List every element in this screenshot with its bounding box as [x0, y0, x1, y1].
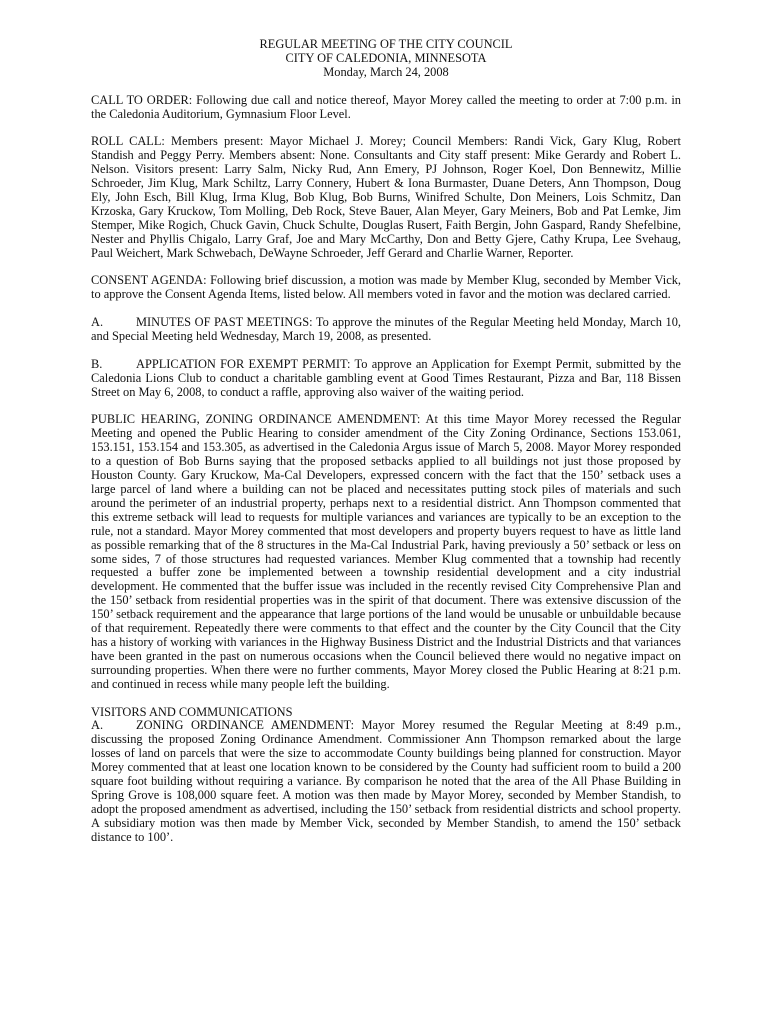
consent-item-b-text: APPLICATION FOR EXEMPT PERMIT: To approve an Application for Exempt Permit, submitted by the Caledonia Lions Club to conduct a charitable gambling event at Good Times Restaurant, Pizza and Bar, 118 Bissen Street on May 6, 2008, to conduct a raffle, approving also waiver of the waiting period.: [91, 356, 681, 399]
visitors-section: [91, 706, 681, 845]
header-date: Monday, March 24, 2008: [323, 64, 449, 79]
header-title: REGULAR MEETING OF THE CITY COUNCIL: [259, 37, 513, 51]
consent-item-a-label: A.: [91, 315, 104, 330]
visitors-item-a-text: ZONING ORDINANCE AMENDMENT: Mayor Morey resumed the Regular Meeting at 8:49 p.m., discussing the proposed Zoning Ordinance Amendment. Commissioner Ann Thompson remarked about the large losses of land on parcels that were the size to accommodate County buildings being planned for construction. Mayor Morey commented that at least one location known to be considered by the County had sufficient room to build a 200 square foot building without requiring a variance. By comparison he noted that the area of the All Phase Building in Spring Grove is 108,000 square feet. A motion was then made by Mayor Morey, seconded by Member Standish, to adopt the proposed amendment as advertised, including the 150’ setback from residential districts and school property. A subsidiary motion was then made by Member Vick, seconded by Member Standish, to amend the 150’ setback distance to 100’.: [91, 718, 681, 844]
consent-item-b: [91, 358, 681, 400]
visitors-title: VISITORS AND COMMUNICATIONS: [91, 704, 293, 719]
document-page: [91, 38, 681, 845]
consent-item-b-label: B.: [91, 356, 103, 371]
header-city: CITY OF CALEDONIA, MINNESOTA: [285, 50, 487, 65]
consent-item-a: [91, 316, 681, 344]
call-to-order-paragraph: CALL TO ORDER: Following due call and notice thereof, Mayor Morey called the meeting to order at 7:00 p.m. in the Caledonia Auditorium, Gymnasium Floor Level.: [91, 92, 681, 121]
roll-call-paragraph: ROLL CALL: Members present: Mayor Michael J. Morey; Council Members: Randi Vick, Gary Klug, Robert Standish and Peggy Perry. Members absent: None. Consultants and City staff present: Mike Gerardy and Robert L. Nelson. Visitors present: Larry Salm, Nicky Rud, Ann Emery, PJ Johnson, Roger Koel, Don Bennewitz, Millie Schroeder, Jim Klug, Mark Schiltz, Larry Connery, Hubert & Iona Burmaster, Duane Deters, Ann Thompson, Doug Ely, John Esch, Bill Klug, Irma Klug, Bob Klug, Bob Burns, Winifred Schulte, Don Meiners, Lois Schmitz, Dan Krzoska, Gary Kruckow, Tom Molling, Deb Rock, Steve Bauer, Alan Meyer, Gary Meiners, Bob and Pat Lemke, Jim Stemper, Mike Rogich, Chuck Gavin, Chuck Schulte, Douglas Rusert, Faith Bergin, John Gaspard, Randy Shefelbine, Nester and Phyllis Chigalo, Larry Graf, Joe and Mary McCarthy, Don and Betty Gjere, Cathy Krupa, Lee Svehaug, Paul Weichert, Mark Schwebach, DeWayne Schroeder, Jeff Gerard and Charlie Warner, Reporter.: [91, 134, 681, 260]
document-header: [91, 38, 681, 80]
consent-agenda-paragraph: CONSENT AGENDA: Following brief discussion, a motion was made by Member Klug, seconded by Member Vick, to approve the Consent Agenda Items, listed below. All members voted in favor and the motion was declared carried.: [91, 273, 681, 302]
public-hearing-paragraph: PUBLIC HEARING, ZONING ORDINANCE AMENDMENT: At this time Mayor Morey recessed the Regular Meeting and opened the Public Hearing to consider amendment of the City Zoning Ordinance, Sections 153.061, 153.151, 153.154 and 153.305, as advertised in the Caledonia Argus issue of March 5, 2008. Mayor Morey responded to a question of Bob Burns saying that the proposed setbacks applied to all buildings not just those proposed by Houston County. Gary Kruckow, Ma-Cal Developers, expressed concern with the fact that the 150’ setback uses a large parcel of land where a building can not be placed and necessitates putting stock piles of materials and such around the perimeter of an industrial property, perhaps next to a residential district. Ann Thompson commented that this extreme setback will lead to requests for multiple variances and variances are typically to be an exception to the rule, not a standard. Mayor Morey commented that most developers and property buyers request to have as little land as possible remarking that of the 8 structures in the Ma-Cal Industrial Park, having previously a 50’ setback or less on some sides, 7 of those structures had requested variances. Member Klug commented that a township had recently requested a buffer zone be implemented between a township residential development and a city industrial development. He commented that the buffer issue was included in the recently revised City Comprehensive Plan and the 150’ setback from residential properties was in the spirit of that document. There was extensive discussion of the 150’ setback requirement and the appearance that large portions of the land would be unusable or unbuildable because of that requirement. Repeatedly there were comments to that effect and the counter by the City Council that the City has a history of working with variances in the Highway Business District and the Industrial Districts and that variances have been granted in the past on numerous occasions when the Council believed there would no negative impact on surrounding properties. When there were no further comments, Mayor Morey closed the Public Hearing at 8:21 p.m. and continued in recess while many people left the building.: [91, 412, 681, 691]
visitors-item-a-label: A.: [91, 718, 104, 733]
consent-item-a-text: MINUTES OF PAST MEETINGS: To approve the minutes of the Regular Meeting held Monday, March 10, and Special Meeting held Wednesday, March 19, 2008, as presented.: [91, 315, 681, 344]
